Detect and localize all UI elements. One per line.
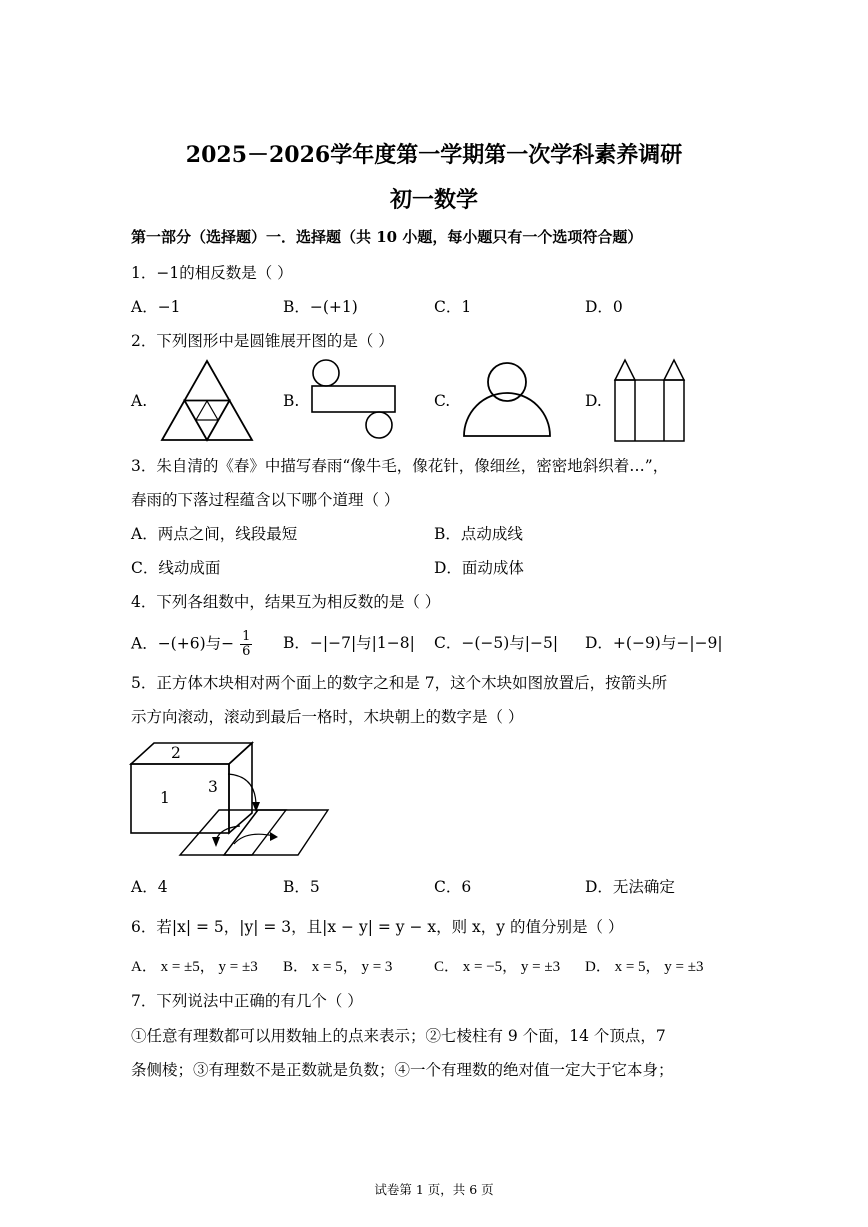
q4-option-a-text: A．−(+6)与− [131, 634, 235, 653]
prism-net-figure [612, 356, 688, 444]
q6-option-c: C． x = −5， y = ±3 [434, 959, 561, 975]
q5-option-d: D．无法确定 [585, 878, 675, 896]
fraction-numerator: 1 [242, 629, 251, 644]
q4-option-b: B．−|−7|与|1−8| [283, 634, 415, 652]
q5-option-c: C．6 [434, 878, 472, 896]
q4-option-c: C．−(−5)与|−5| [434, 634, 559, 652]
q6-option-a: A． x = ±5， y = ±3 [131, 959, 258, 975]
q2-option-c: C. [434, 392, 451, 410]
q2-option-a: A. [131, 392, 148, 410]
question-7-stem: 7．下列说法中正确的有几个（ ） [131, 992, 363, 1010]
question-7-line-2: 条侧棱；③有理数不是正数就是负数；④一个有理数的绝对值一定大于它本身； [131, 1061, 674, 1079]
question-3-stem-line-1: 3．朱自清的《春》中描写春雨“像牛毛，像花针，像细丝，密密地斜织着…”， [131, 457, 669, 475]
section-heading: 第一部分（选择题）一．选择题（共 10 小题，每小题只有一个选项符合题） [131, 228, 643, 246]
q6-option-d: D． x = 5， y = ±3 [585, 959, 704, 975]
cube-face-side: 3 [208, 778, 218, 796]
question-6-stem: 6．若|x| = 5，|y| = 3，且|x − y| = y − x，则 x，y 的值分别是（ ） [131, 918, 624, 936]
cube-face-top: 2 [171, 744, 181, 762]
q1-option-c: C．1 [434, 298, 472, 316]
q3-option-d: D．面动成体 [434, 559, 524, 577]
question-1-stem: 1．−1的相反数是（ ） [131, 264, 293, 282]
q5-option-a: A．4 [131, 878, 168, 896]
cone-net-figure [460, 362, 558, 440]
q1-option-b: B．−(+1) [283, 298, 358, 316]
rolling-cube-figure [128, 740, 334, 860]
cube-face-front: 1 [160, 789, 170, 807]
question-4-stem: 4．下列各组数中，结果互为相反数的是（ ） [131, 593, 441, 611]
q4-option-a [131, 630, 252, 659]
triangle-net-figure [160, 359, 254, 443]
question-5-stem-line-1: 5．正方体木块相对两个面上的数字之和是 7，这个木块如图放置后，按箭头所 [131, 674, 668, 692]
q3-option-a: A．两点之间，线段最短 [131, 525, 298, 543]
q1-option-a: A．−1 [131, 298, 181, 316]
page-footer: 试卷第 1 页，共 6 页 [374, 1182, 494, 1197]
q4-option-d: D．+(−9)与−|−9| [585, 634, 723, 652]
q1-option-d: D．0 [585, 298, 623, 316]
page-title: 2025－2026学年度第一学期第一次学科素养调研 [185, 142, 683, 168]
question-7-line-1: ①任意有理数都可以用数轴上的点来表示；②七棱柱有 9 个面，14 个顶点，7 [131, 1027, 666, 1045]
q6-option-b: B． x = 5， y = 3 [283, 959, 393, 975]
q3-option-b: B．点动成线 [434, 525, 523, 543]
cylinder-net-figure [308, 358, 400, 442]
q5-option-b: B．5 [283, 878, 320, 896]
q3-option-c: C．线动成面 [131, 559, 221, 577]
fraction-denominator: 6 [242, 644, 251, 659]
question-2-stem: 2．下列图形中是圆锥展开图的是（ ） [131, 332, 394, 350]
q4-fraction [240, 630, 252, 659]
question-3-stem-line-2: 春雨的下落过程蕴含以下哪个道理（ ） [131, 491, 400, 509]
q2-option-d: D. [585, 392, 602, 410]
question-5-stem-line-2: 示方向滚动，滚动到最后一格时，木块朝上的数字是（ ） [131, 708, 524, 726]
page-subtitle: 初一数学 [389, 187, 478, 213]
q2-option-b: B. [283, 392, 300, 410]
